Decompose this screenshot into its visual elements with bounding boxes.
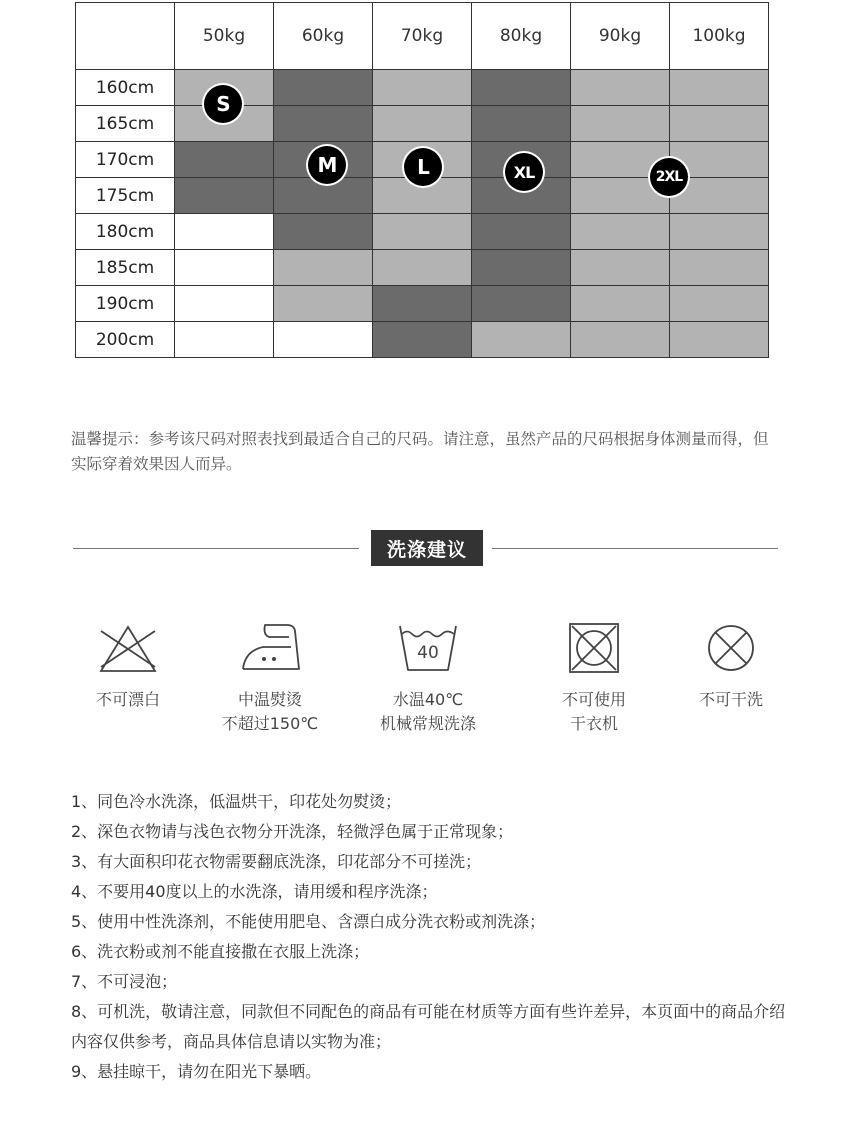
size-cell xyxy=(175,178,274,214)
size-badge-l: L xyxy=(404,148,442,186)
divider-right xyxy=(492,548,778,549)
weight-axis-label: 体重 xyxy=(132,14,166,34)
no-dry-clean-label: 不可干洗 xyxy=(698,690,763,709)
washing-rule: 8、可机洗，敬请注意，同款但不同配色的商品有可能在材质等方面有些许差异，本页面中的商品介绍内容仅供参考，商品具体信息请以实物为准； xyxy=(71,1002,786,1051)
size-cell xyxy=(472,286,571,322)
wash-temp-value: 40 xyxy=(417,643,439,663)
size-cell xyxy=(571,322,670,358)
size-cell xyxy=(472,214,571,250)
size-cell xyxy=(472,250,571,286)
height-label: 185cm xyxy=(76,250,175,286)
size-cell xyxy=(175,250,274,286)
size-cell xyxy=(274,286,373,322)
size-cell xyxy=(373,70,472,106)
wash-40-label: 水温40℃ 机械常规洗涤 xyxy=(379,690,476,733)
no-dry-clean-icon xyxy=(706,623,756,673)
size-cell xyxy=(175,286,274,322)
size-cell xyxy=(175,322,274,358)
size-chart-corner xyxy=(76,3,175,70)
washing-rule: 7、不可浸泡； xyxy=(71,972,178,991)
no-bleach-icon xyxy=(93,623,163,675)
washing-rule: 5、使用中性洗涤剂，不能使用肥皂、含漂白成分洗衣粉或剂洗涤； xyxy=(71,912,546,931)
size-cell xyxy=(670,322,769,358)
height-label: 160cm xyxy=(76,70,175,106)
size-chart-header-row xyxy=(76,3,769,70)
size-badge-m: M xyxy=(308,146,346,184)
size-cell xyxy=(571,214,670,250)
size-chart-row xyxy=(76,322,769,358)
iron-medium-icon xyxy=(239,621,303,673)
size-cell xyxy=(670,106,769,142)
weight-header: 90kg xyxy=(571,3,670,70)
height-label: 190cm xyxy=(76,286,175,322)
size-tip-note: 温馨提示：参考该尺码对照表找到最适合自己的尺码。请注意，虽然产品的尺码根据身体测量而得，但实际穿着效果因人而异。 xyxy=(71,430,769,473)
size-cell xyxy=(274,106,373,142)
size-badge-s: S xyxy=(204,85,242,123)
washing-rule: 1、同色冷水洗涤，低温烘干，印花处勿熨烫； xyxy=(71,792,402,811)
size-cell xyxy=(670,250,769,286)
washing-rule: 4、不要用40度以上的水洗涤，请用缓和程序洗涤； xyxy=(71,882,438,901)
washing-rule: 9、悬挂晾干，请勿在阳光下暴晒。 xyxy=(71,1062,322,1081)
washing-rule: 6、洗衣粉或剂不能直接撒在衣服上洗涤； xyxy=(71,942,370,961)
washing-rule: 3、有大面积印花衣物需要翻底洗涤，印花部分不可搓洗； xyxy=(71,852,482,871)
no-tumble-dry-label: 不可使用 干衣机 xyxy=(561,690,626,733)
size-chart-row xyxy=(76,214,769,250)
size-cell xyxy=(274,322,373,358)
size-cell xyxy=(274,250,373,286)
size-chart-row xyxy=(76,70,769,106)
size-cell xyxy=(571,70,670,106)
height-label: 170cm xyxy=(76,142,175,178)
weight-header: 100kg xyxy=(670,3,769,70)
size-cell xyxy=(373,286,472,322)
size-cell xyxy=(274,70,373,106)
no-bleach-label: 不可漂白 xyxy=(95,690,160,709)
size-cell xyxy=(472,106,571,142)
height-label: 200cm xyxy=(76,322,175,358)
wash-40-icon xyxy=(396,620,460,674)
size-cell xyxy=(373,250,472,286)
size-cell xyxy=(670,286,769,322)
size-cell xyxy=(670,70,769,106)
iron-medium-label: 中温熨烫 不超过150℃ xyxy=(221,690,319,733)
size-cell xyxy=(274,214,373,250)
size-cell xyxy=(175,214,274,250)
size-badge-xl: XL xyxy=(505,153,543,191)
size-cell xyxy=(571,106,670,142)
size-cell xyxy=(472,322,571,358)
divider-left xyxy=(73,548,359,549)
size-badge-2xl: 2XL xyxy=(650,158,688,196)
size-chart-row xyxy=(76,286,769,322)
washing-rules-list xyxy=(71,787,791,1087)
size-chart-row xyxy=(76,106,769,142)
size-cell xyxy=(373,322,472,358)
size-cell xyxy=(472,70,571,106)
height-axis-label: 身高 xyxy=(86,41,120,61)
no-tumble-dry-icon xyxy=(568,622,620,674)
size-cell xyxy=(373,214,472,250)
weight-header: 50kg xyxy=(175,3,274,70)
height-label: 165cm xyxy=(76,106,175,142)
height-label: 180cm xyxy=(76,214,175,250)
height-label: 175cm xyxy=(76,178,175,214)
size-cell xyxy=(373,106,472,142)
washing-rule: 2、深色衣物请与浅色衣物分开洗涤，轻微浮色属于正常现象； xyxy=(71,822,514,841)
weight-header: 80kg xyxy=(472,3,571,70)
size-chart-row xyxy=(76,250,769,286)
size-cell xyxy=(571,286,670,322)
weight-header: 60kg xyxy=(274,3,373,70)
size-cell xyxy=(670,214,769,250)
size-cell xyxy=(571,250,670,286)
washing-section-title: 洗涤建议 xyxy=(371,530,483,566)
weight-header: 70kg xyxy=(373,3,472,70)
size-cell xyxy=(175,142,274,178)
